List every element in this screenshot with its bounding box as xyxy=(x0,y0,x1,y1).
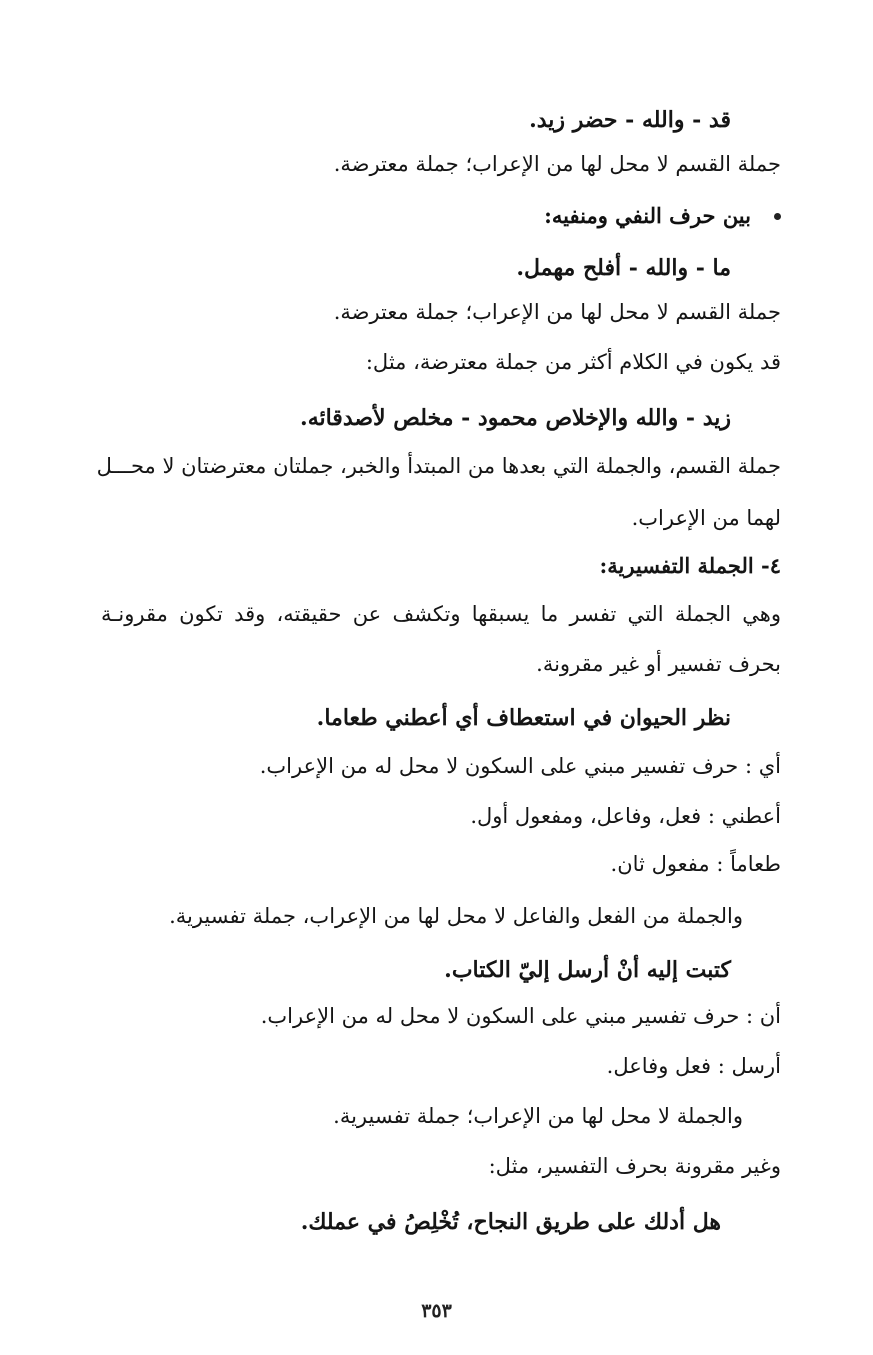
example-line: هل أدلك على طريق النجاح، تُخْلِصُ في عملك. xyxy=(300,1209,721,1235)
text-line: وهي الجملة التي تفسر ما يسبقها وتكشف عن حقيقته، وقد تكون مقرونـة xyxy=(101,602,781,626)
bullet-label: بين حرف النفي ومنفيه: xyxy=(544,203,751,228)
text-line: والجملة من الفعل والفاعل لا محل لها من الإعراب، جملة تفسيرية. xyxy=(169,904,743,928)
example-line: قد - والله - حضر زيد. xyxy=(529,107,731,133)
example-line: ما - والله - أفلح مهمل. xyxy=(516,255,731,281)
text-line: وغير مقرونة بحرف التفسير، مثل: xyxy=(488,1154,781,1178)
text-line: أن : حرف تفسير مبني على السكون لا محل له من الإعراب. xyxy=(260,1004,781,1028)
text-line: قد يكون في الكلام أكثر من جملة معترضة، مثل: xyxy=(365,350,781,374)
example-line: نظر الحيوان في استعطاف أي أعطني طعاما. xyxy=(316,705,731,731)
text-line: جملة القسم لا محل لها من الإعراب؛ جملة معترضة. xyxy=(333,300,781,324)
text-line: بحرف تفسير أو غير مقرونة. xyxy=(536,652,781,676)
text-line: أعطني : فعل، وفاعل، ومفعول أول. xyxy=(470,804,781,828)
text-line: أي : حرف تفسير مبني على السكون لا محل له من الإعراب. xyxy=(259,754,781,778)
example-line: زيد - والله والإخلاص محمود - مخلص لأصدقائه. xyxy=(300,405,731,431)
bullet-item xyxy=(181,200,781,234)
page-number: ٣٥٣ xyxy=(421,1300,452,1322)
bullet-icon xyxy=(774,213,781,220)
text-line: جملة القسم لا محل لها من الإعراب؛ جملة معترضة. xyxy=(333,152,781,176)
section-heading: ٤- الجملة التفسيرية: xyxy=(599,553,781,578)
text-line: أرسل : فعل وفاعل. xyxy=(606,1054,781,1078)
text-line: والجملة لا محل لها من الإعراب؛ جملة تفسيرية. xyxy=(333,1104,743,1128)
text-line: لهما من الإعراب. xyxy=(631,506,781,530)
text-line: طعاماً : مفعول ثان. xyxy=(610,852,781,876)
text-line: جملة القسم، والجملة التي بعدها من المبتدأ والخبر، جملتان معترضتان لا محـــل xyxy=(96,454,781,478)
example-line: كتبت إليه أنْ أرسل إليّ الكتاب. xyxy=(444,957,731,983)
